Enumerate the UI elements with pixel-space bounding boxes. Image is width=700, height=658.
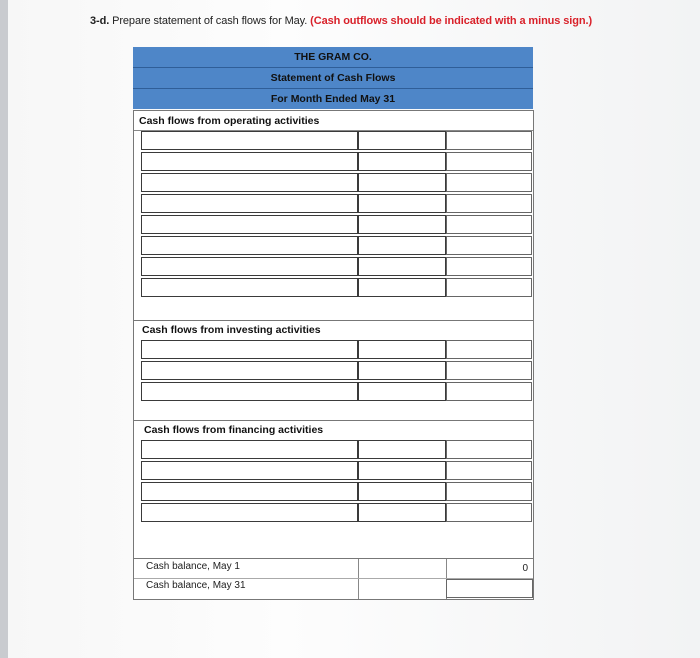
operating-heading: Cash flows from operating activities: [139, 115, 320, 127]
end-balance-input[interactable]: [446, 579, 533, 598]
total-input[interactable]: [446, 278, 532, 297]
description-input[interactable]: [141, 461, 358, 480]
total-input[interactable]: [446, 257, 532, 276]
balance-section: [133, 558, 534, 600]
description-input[interactable]: [141, 482, 358, 501]
amount-input[interactable]: [358, 236, 446, 255]
instruction-text: [90, 15, 592, 27]
total-input[interactable]: [446, 131, 532, 150]
description-input[interactable]: [141, 340, 358, 359]
total-input[interactable]: [446, 236, 532, 255]
description-input[interactable]: [141, 215, 358, 234]
amount-input[interactable]: [358, 503, 446, 522]
amount-input[interactable]: [358, 173, 446, 192]
total-input[interactable]: [446, 173, 532, 192]
description-input[interactable]: [141, 382, 358, 401]
description-input[interactable]: [141, 131, 358, 150]
amount-input[interactable]: [358, 131, 446, 150]
input-row: [133, 361, 533, 381]
company-name: THE GRAM CO.: [133, 47, 533, 67]
description-input[interactable]: [141, 440, 358, 459]
input-row: [133, 152, 533, 172]
input-row: [133, 461, 533, 481]
amount-input[interactable]: [358, 440, 446, 459]
amount-input[interactable]: [358, 461, 446, 480]
description-input[interactable]: [141, 503, 358, 522]
amount-input[interactable]: [358, 152, 446, 171]
financing-heading: Cash flows from financing activities: [144, 424, 324, 436]
description-input[interactable]: [141, 173, 358, 192]
description-input[interactable]: [141, 194, 358, 213]
description-input[interactable]: [141, 152, 358, 171]
investing-heading: Cash flows from investing activities: [142, 324, 321, 336]
instruction-body: Prepare statement of cash flows for May.: [109, 15, 311, 27]
total-input[interactable]: [446, 461, 532, 480]
begin-balance-value: 0: [522, 563, 528, 574]
input-row: [133, 236, 533, 256]
amount-input[interactable]: [358, 482, 446, 501]
begin-balance-label: Cash balance, May 1: [146, 561, 240, 572]
column-divider: [358, 559, 359, 599]
statement-period: For Month Ended May 31: [133, 89, 533, 109]
amount-input[interactable]: [358, 361, 446, 380]
total-input[interactable]: [446, 194, 532, 213]
description-input[interactable]: [141, 236, 358, 255]
amount-input[interactable]: [358, 278, 446, 297]
input-row: [133, 503, 533, 523]
input-row: [133, 340, 533, 360]
description-input[interactable]: [141, 361, 358, 380]
amount-input[interactable]: [358, 215, 446, 234]
input-row: [133, 440, 533, 460]
total-input[interactable]: [446, 503, 532, 522]
total-input[interactable]: [446, 361, 532, 380]
input-row: [133, 382, 533, 402]
total-input[interactable]: [446, 382, 532, 401]
total-input[interactable]: [446, 482, 532, 501]
total-input[interactable]: [446, 215, 532, 234]
total-input[interactable]: [446, 440, 532, 459]
amount-input[interactable]: [358, 340, 446, 359]
amount-input[interactable]: [358, 257, 446, 276]
statement-title: Statement of Cash Flows: [133, 68, 533, 88]
input-row: [133, 215, 533, 235]
total-input[interactable]: [446, 340, 532, 359]
input-row: [133, 131, 533, 151]
amount-input[interactable]: [358, 194, 446, 213]
input-row: [133, 482, 533, 502]
input-row: [133, 278, 533, 298]
input-row: [133, 173, 533, 193]
input-row: [133, 194, 533, 214]
input-row: [133, 257, 533, 277]
description-input[interactable]: [141, 278, 358, 297]
worksheet-page: [8, 0, 700, 658]
instruction-label: 3-d.: [90, 15, 110, 27]
end-balance-label: Cash balance, May 31: [146, 580, 246, 591]
amount-input[interactable]: [358, 382, 446, 401]
total-input[interactable]: [446, 152, 532, 171]
description-input[interactable]: [141, 257, 358, 276]
instruction-note: (Cash outflows should be indicated with a minus sign.): [310, 15, 593, 27]
